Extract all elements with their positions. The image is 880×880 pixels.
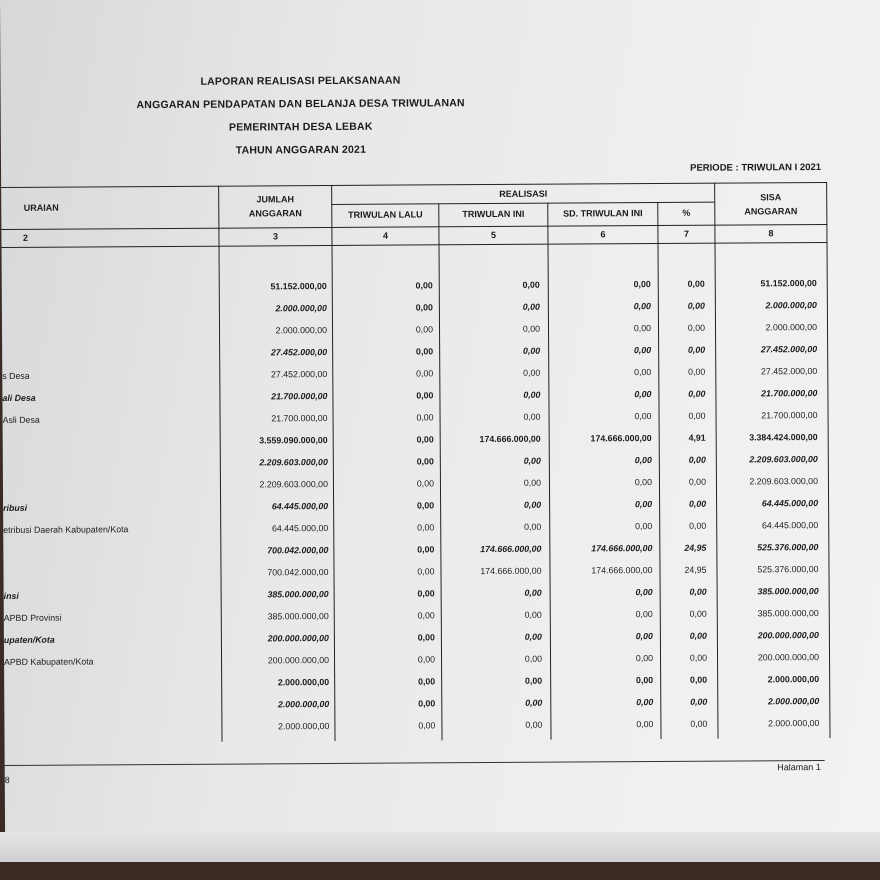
footer-divider bbox=[5, 760, 825, 766]
cell-ini: 0,00 bbox=[525, 675, 543, 686]
cell-sd: 0,00 bbox=[634, 389, 652, 400]
cell-uraian: ali Desa bbox=[2, 392, 36, 403]
cell-jumlah: 27.452.000,00 bbox=[270, 369, 328, 380]
cell-pct: 0,00 bbox=[689, 608, 707, 619]
cell-uraian: APBD Provinsi bbox=[3, 612, 62, 623]
cell-pct: 0,00 bbox=[688, 388, 706, 399]
cell-lalu: 0,00 bbox=[417, 654, 436, 665]
cell-pct: 24,95 bbox=[684, 564, 707, 575]
cell-lalu: 0,00 bbox=[415, 346, 434, 357]
cell-lalu: 0,00 bbox=[417, 632, 435, 643]
col-number-sd: 6 bbox=[600, 229, 606, 240]
cell-lalu: 0,00 bbox=[417, 522, 435, 533]
cell-ini: 0,00 bbox=[523, 455, 541, 466]
cell-sd: 0,00 bbox=[634, 477, 652, 488]
cell-sd: 0,00 bbox=[633, 301, 651, 312]
cell-ini: 0,00 bbox=[523, 477, 541, 488]
cell-sisa: 2.000.000,00 bbox=[767, 674, 820, 685]
period-label: PERIODE : TRIWULAN I 2021 bbox=[690, 161, 822, 174]
footer-left-text: 8 bbox=[4, 774, 10, 785]
col-number-sisa: 8 bbox=[768, 228, 774, 239]
cell-sd: 0,00 bbox=[633, 345, 652, 356]
cell-lalu: 0,00 bbox=[417, 544, 435, 555]
cell-sd: 0,00 bbox=[635, 653, 654, 664]
cell-jumlah: 200.000.000,00 bbox=[267, 633, 329, 644]
report-title-line-3: PEMERINTAH DESA LEBAK bbox=[228, 120, 373, 134]
header-uraian: URAIAN bbox=[23, 202, 59, 213]
cell-sd: 174.666.000,00 bbox=[591, 565, 653, 576]
cell-sisa: 2.000.000,00 bbox=[765, 300, 817, 311]
cell-pct: 0,00 bbox=[687, 322, 706, 333]
cell-uraian: etribusi Daerah Kabupaten/Kota bbox=[3, 524, 129, 535]
cell-sisa: 51.152.000,00 bbox=[760, 278, 817, 289]
cell-sisa: 2.209.603.000,00 bbox=[749, 454, 818, 465]
cell-lalu: 0,00 bbox=[416, 412, 434, 423]
cell-ini: 0,00 bbox=[525, 697, 543, 708]
realization-table bbox=[1, 182, 830, 743]
cell-pct: 0,00 bbox=[688, 410, 706, 421]
cell-sd: 0,00 bbox=[634, 367, 652, 378]
cell-ini: 0,00 bbox=[522, 301, 540, 312]
cell-pct: 0,00 bbox=[688, 498, 707, 509]
cell-jumlah: 2.209.603.000,00 bbox=[259, 457, 328, 468]
cell-sisa: 200.000.000,00 bbox=[757, 630, 819, 641]
cell-lalu: 0,00 bbox=[418, 676, 436, 687]
cell-jumlah: 2.000.000,00 bbox=[278, 721, 330, 732]
cell-sd: 0,00 bbox=[635, 631, 653, 642]
cell-pct: 0,00 bbox=[689, 586, 707, 597]
cell-sisa: 64.445.000,00 bbox=[761, 498, 819, 509]
cell-jumlah: 3.559.090.000,00 bbox=[259, 435, 328, 446]
cell-ini: 174.666.000,00 bbox=[479, 433, 541, 445]
cell-sisa: 385.000.000,00 bbox=[757, 608, 819, 619]
cell-uraian bbox=[4, 700, 204, 701]
cell-pct: 0,00 bbox=[688, 454, 706, 465]
table-row bbox=[4, 718, 830, 745]
cell-uraian: insi bbox=[3, 590, 19, 601]
cell-sisa: 3.384.424.000,00 bbox=[749, 432, 818, 443]
cell-jumlah: 21.700.000,00 bbox=[271, 391, 328, 402]
cell-sd: 0,00 bbox=[634, 455, 652, 466]
cell-ini: 0,00 bbox=[524, 653, 543, 664]
cell-sd: 0,00 bbox=[636, 675, 654, 686]
cell-jumlah: 2.209.603.000,00 bbox=[259, 479, 328, 490]
cell-pct: 0,00 bbox=[689, 652, 708, 663]
cell-uraian bbox=[3, 480, 203, 481]
cell-jumlah: 21.700.000,00 bbox=[271, 413, 328, 424]
report-title-line-4: TAHUN ANGGARAN 2021 bbox=[235, 143, 367, 157]
cell-sisa: 525.376.000,00 bbox=[757, 542, 819, 553]
cell-jumlah: 51.152.000,00 bbox=[270, 281, 327, 292]
cell-sd: 0,00 bbox=[634, 411, 652, 422]
cell-lalu: 0,00 bbox=[416, 368, 434, 379]
col-number-border bbox=[2, 242, 828, 248]
cell-lalu: 0,00 bbox=[416, 500, 435, 511]
cell-jumlah: 2.000.000,00 bbox=[275, 303, 327, 314]
cell-sisa: 200.000.000,00 bbox=[757, 652, 820, 663]
cell-pct: 0,00 bbox=[687, 300, 705, 311]
cell-jumlah: 64.445.000,00 bbox=[271, 523, 329, 534]
cell-pct: 4,91 bbox=[688, 432, 706, 443]
cell-lalu: 0,00 bbox=[415, 302, 433, 313]
cell-sisa: 2.000.000,00 bbox=[765, 322, 818, 333]
cell-sisa: 2.209.603.000,00 bbox=[749, 476, 818, 487]
cell-sd: 0,00 bbox=[635, 521, 653, 532]
cell-jumlah: 385.000.000,00 bbox=[267, 611, 329, 622]
cell-pct: 0,00 bbox=[690, 718, 708, 729]
cell-jumlah: 700.042.000,00 bbox=[267, 545, 329, 556]
cell-sd: 0,00 bbox=[636, 719, 654, 730]
col-number-jumlah: 3 bbox=[272, 231, 278, 242]
cell-lalu: 0,00 bbox=[417, 566, 435, 577]
cell-lalu: 0,00 bbox=[416, 456, 434, 467]
cell-sisa: 21.700.000,00 bbox=[761, 388, 818, 399]
cell-lalu: 0,00 bbox=[415, 324, 434, 335]
cell-jumlah: 200.000.000,00 bbox=[267, 655, 330, 666]
cell-uraian: ribusi bbox=[3, 502, 28, 513]
cell-sisa: 2.000.000,00 bbox=[767, 696, 820, 707]
cell-uraian bbox=[4, 722, 204, 723]
cell-uraian bbox=[2, 326, 202, 327]
cell-sd: 0,00 bbox=[635, 609, 653, 620]
col-number-ini: 5 bbox=[490, 229, 496, 241]
cell-lalu: 0,00 bbox=[415, 280, 433, 291]
report-title-line-2: ANGGARAN PENDAPATAN DAN BELANJA DESA TRIWULANAN bbox=[136, 97, 465, 112]
cell-ini: 0,00 bbox=[524, 521, 542, 532]
cell-sisa: 27.452.000,00 bbox=[760, 344, 818, 355]
cell-sisa: 27.452.000,00 bbox=[760, 366, 818, 377]
report-title-line-1: LAPORAN REALISASI PELAKSANAAN bbox=[200, 74, 401, 88]
cell-uraian bbox=[4, 678, 204, 679]
cell-pct: 0,00 bbox=[689, 630, 707, 641]
cell-sisa: 64.445.000,00 bbox=[761, 520, 819, 531]
cell-uraian bbox=[3, 458, 203, 459]
cell-ini: 0,00 bbox=[523, 389, 541, 400]
cell-sisa: 525.376.000,00 bbox=[757, 564, 819, 575]
col-number-pct: 7 bbox=[683, 228, 689, 239]
cell-jumlah: 2.000.000,00 bbox=[277, 677, 330, 688]
cell-sd: 0,00 bbox=[633, 279, 651, 290]
cell-lalu: 0,00 bbox=[416, 390, 434, 401]
cell-lalu: 0,00 bbox=[417, 610, 435, 621]
cell-jumlah: 27.452.000,00 bbox=[270, 347, 328, 358]
cell-uraian bbox=[3, 436, 203, 437]
cell-pct: 24,95 bbox=[684, 542, 707, 553]
header-triwulan-ini: TRIWULAN INI bbox=[462, 208, 525, 220]
header-percent: % bbox=[682, 207, 691, 218]
cell-lalu: 0,00 bbox=[416, 434, 434, 445]
cell-uraian bbox=[3, 568, 203, 569]
cell-sd: 0,00 bbox=[635, 587, 653, 598]
cell-ini: 0,00 bbox=[522, 279, 540, 290]
cell-ini: 0,00 bbox=[524, 609, 542, 620]
cell-sd: 0,00 bbox=[636, 697, 654, 708]
cell-jumlah: 2.000.000,00 bbox=[275, 325, 328, 336]
cell-ini: 174.666.000,00 bbox=[480, 565, 542, 577]
col-number-lalu: 4 bbox=[382, 230, 388, 241]
cell-uraian: Asli Desa bbox=[2, 414, 40, 425]
cell-uraian bbox=[2, 348, 202, 349]
page-number: Halaman 1 bbox=[777, 762, 821, 773]
cell-ini: 0,00 bbox=[524, 587, 542, 598]
cell-pct: 0,00 bbox=[688, 366, 706, 377]
cell-uraian bbox=[2, 304, 202, 305]
cell-sd: 0,00 bbox=[634, 499, 653, 510]
cell-lalu: 0,00 bbox=[418, 698, 436, 709]
header-sisa-line1: SISA bbox=[760, 192, 782, 203]
page-stack-edge bbox=[0, 832, 880, 862]
cell-sisa: 385.000.000,00 bbox=[757, 586, 819, 597]
cell-lalu: 0,00 bbox=[416, 478, 434, 489]
cell-pct: 0,00 bbox=[690, 696, 708, 707]
header-triwulan-lalu: TRIWULAN LALU bbox=[348, 209, 423, 220]
cell-pct: 0,00 bbox=[690, 674, 708, 685]
cell-pct: 0,00 bbox=[687, 344, 706, 355]
cell-lalu: 0,00 bbox=[418, 720, 436, 731]
cell-ini: 0,00 bbox=[525, 719, 543, 730]
cell-uraian: upaten/Kota bbox=[3, 634, 55, 645]
cell-sisa: 2.000.000,00 bbox=[768, 718, 820, 729]
header-jumlah-line1: JUMLAH bbox=[256, 194, 295, 205]
cell-uraian: APBD Kabupaten/Kota bbox=[4, 656, 94, 667]
cell-pct: 0,00 bbox=[689, 520, 707, 531]
cell-ini: 0,00 bbox=[522, 323, 541, 334]
header-sisa-line2: ANGGARAN bbox=[744, 206, 798, 217]
cell-jumlah: 385.000.000,00 bbox=[267, 589, 329, 600]
cell-jumlah: 700.042.000,00 bbox=[267, 567, 329, 578]
cell-pct: 0,00 bbox=[688, 476, 706, 487]
header-jumlah-line2: ANGGARAN bbox=[248, 208, 302, 219]
cell-uraian: s Desa bbox=[2, 370, 30, 381]
header-sd-triwulan-ini: SD. TRIWULAN INI bbox=[563, 208, 643, 219]
cell-lalu: 0,00 bbox=[417, 588, 435, 599]
cell-jumlah: 2.000.000,00 bbox=[277, 699, 330, 710]
cell-ini: 174.666.000,00 bbox=[480, 543, 542, 555]
cell-sd: 0,00 bbox=[633, 323, 652, 334]
header-realisasi: REALISASI bbox=[499, 188, 548, 199]
col-number-uraian: 2 bbox=[22, 232, 28, 243]
cell-ini: 0,00 bbox=[523, 367, 541, 378]
cell-ini: 0,00 bbox=[523, 499, 542, 510]
cell-ini: 0,00 bbox=[523, 411, 541, 422]
cell-sd: 174.666.000,00 bbox=[590, 433, 652, 444]
cell-sd: 174.666.000,00 bbox=[591, 543, 653, 554]
cell-sisa: 21.700.000,00 bbox=[761, 410, 818, 421]
cell-ini: 0,00 bbox=[524, 631, 542, 642]
cell-ini: 0,00 bbox=[522, 345, 541, 356]
cell-pct: 0,00 bbox=[687, 278, 705, 289]
cell-uraian bbox=[2, 282, 202, 283]
cell-uraian bbox=[3, 546, 203, 547]
cell-jumlah: 64.445.000,00 bbox=[271, 501, 329, 512]
